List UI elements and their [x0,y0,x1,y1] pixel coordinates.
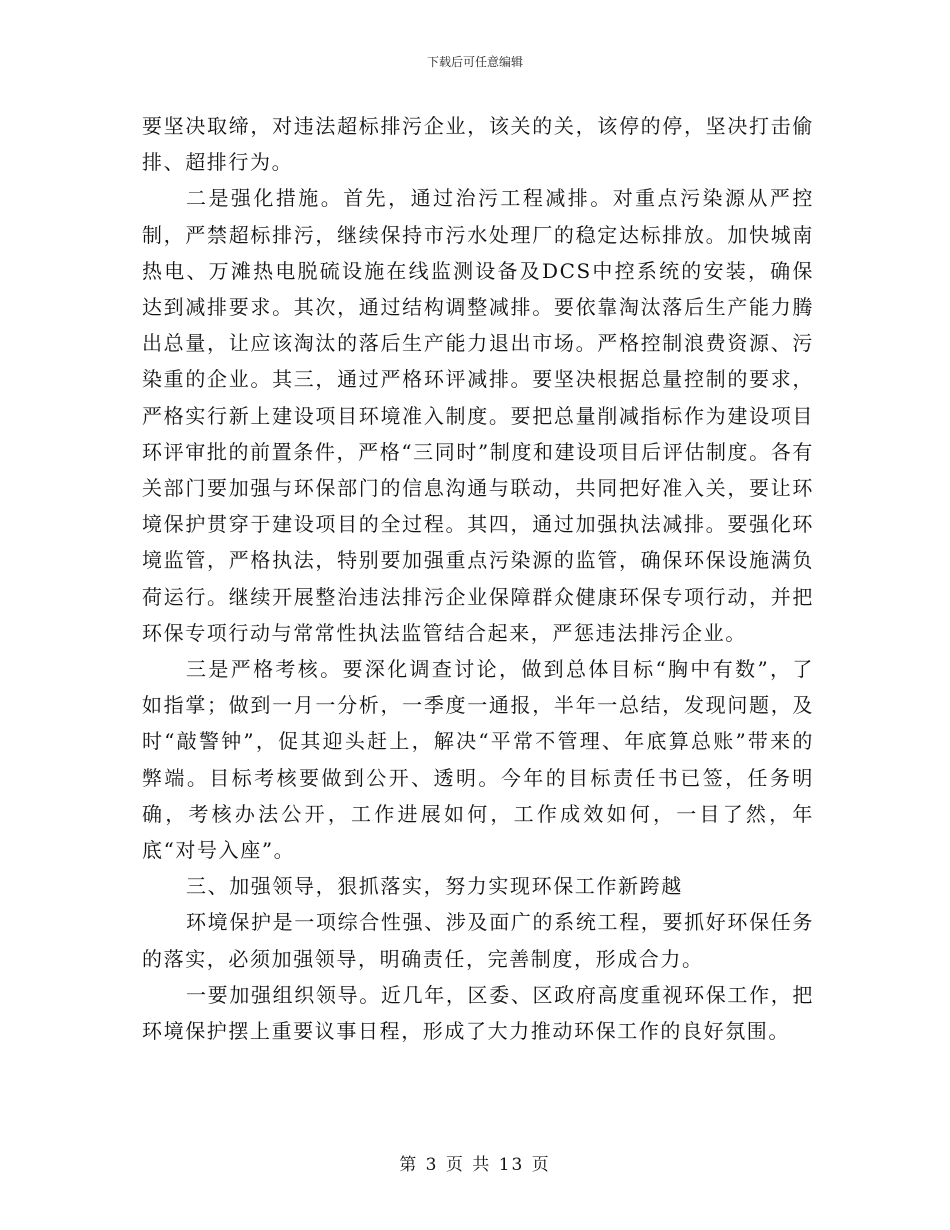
paragraph-measures: 二是强化措施。首先，通过治污工程减排。对重点污染源从严控制，严禁超标排污，继续保持市污水处理厂的稳定达标排放。加快城南热电、万滩热电脱硫设施在线监测设备及DCS中控系统的安装，确保达到减排要求。其次，通过结构调整减排。要依靠淘汰落后生产能力腾出总量，让应该淘汰的落后生产能力退出市场。严格控制浪费资源、污染重的企业。其三，通过严格环评减排。要坚决根据总量控制的要求，严格实行新上建设项目环境准入制度。要把总量削减指标作为建设项目环评审批的前置条件，严格“三同时”制度和建设项目后评估制度。各有关部门要加强与环保部门的信息沟通与联动，共同把好准入关，要让环境保护贯穿于建设项目的全过程。其四，通过加强执法减排。要强化环境监管，严格执法，特别要加强重点污染源的监管，确保环保设施满负荷运行。继续开展整治违法排污企业保障群众健康环保专项行动，并把环保专项行动与常常性执法监管结合起来，严惩违法排污企业。 [142,186,814,645]
document-body [142,108,814,1049]
paragraph-section-intro: 环境保护是一项综合性强、涉及面广的系统工程，要抓好环保任务的落实，必须加强领导，明确责任，完善制度，形成合力。 [142,910,814,971]
paragraph-leadership: 一要加强组织领导。近几年，区委、区政府高度重视环保工作，把环境保护摆上重要议事日程，形成了大力推动环保工作的良好氛围。 [142,982,814,1044]
paragraph-continuation: 要坚决取缔，对违法超标排污企业，该关的关，该停的停，坚决打击偷排、超排行为。 [142,114,814,175]
section-heading: 三、加强领导，狠抓落实，努力实现环保工作新跨越 [186,874,683,899]
page-header: 下载后可任意编辑 [426,55,523,69]
page-number: 第 3 页 共 13 页 [399,1155,551,1175]
paragraph-assessment: 三是严格考核。要深化调查讨论，做到总体目标“胸中有数”，了如指掌；做到一月一分析，一季度一通报，半年一总结，发现问题，及时“敲警钟”，促其迎头赶上，解决“平常不管理、年底算总账”带来的弊端。目标考核要做到公开、透明。今年的目标责任书已签，任务明确，考核办法公开，工作进展如何，工作成效如何，一目了然，年底“对号入座”。 [142,657,814,863]
